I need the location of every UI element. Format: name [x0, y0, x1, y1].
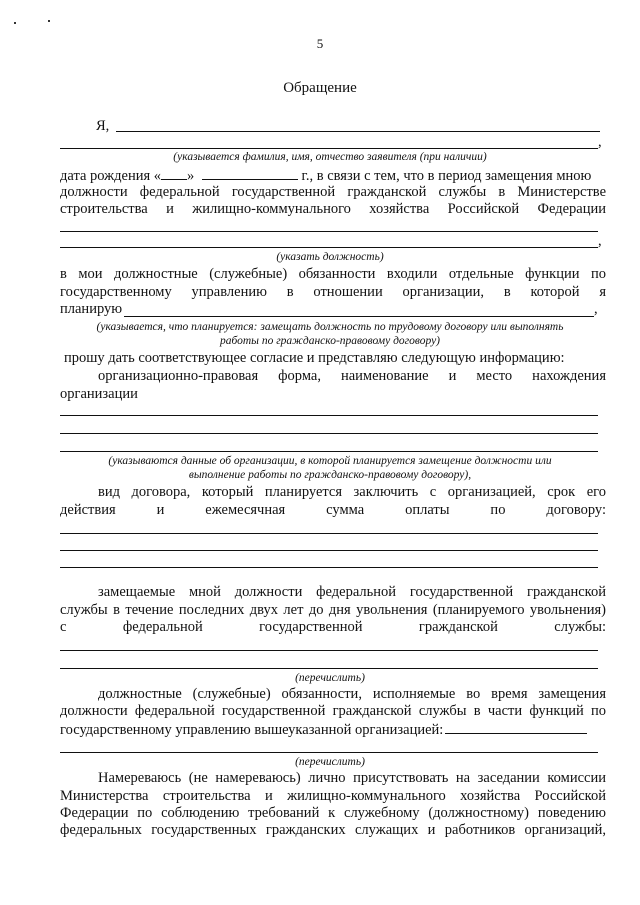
intro-lead: Я,	[96, 118, 110, 134]
attendance-line-2: Министерства строительства и жилищно-коммунального хозяйства Российской	[60, 788, 606, 804]
intro-line-2: должности федеральной государственной гражданской службы в Министерстве	[60, 184, 606, 200]
functions-line-1: в мои должностные (служебные) обязанности входили отдельные функции по	[60, 266, 606, 282]
org-field-3[interactable]	[60, 451, 598, 452]
positions-line-1: замещаемые мной должности федеральной государственной гражданской	[98, 584, 606, 600]
comma: ,	[594, 301, 598, 317]
comma: ,	[598, 233, 602, 249]
positions-field-2[interactable]	[60, 668, 598, 669]
contract-line-2: действия и ежемесячная сумма оплаты по договору:	[60, 502, 606, 518]
org-line-1: организационно-правовая форма, наименование и место нахождения	[98, 368, 606, 384]
name-line-2[interactable]	[60, 148, 598, 149]
position-line-2[interactable]	[60, 247, 598, 248]
contract-field-1[interactable]	[60, 533, 598, 534]
contract-field-3[interactable]	[60, 567, 598, 568]
functions-line-3: планирую	[60, 301, 123, 317]
org-line-2: организации	[60, 386, 138, 402]
contract-line-1: вид договора, который планируется заключить с организацией, срок его	[98, 484, 606, 500]
duties-caption: (перечислить)	[295, 756, 365, 768]
document-title: Обращение	[283, 80, 357, 96]
attendance-line-3: Федерации по соблюдению требований к служебному (должностному) поведению	[60, 805, 606, 821]
intro-line-3: строительства и жилищно-коммунального хозяйства Российской Федерации	[60, 201, 606, 217]
position-caption: (указать должность)	[276, 251, 384, 263]
comma: ,	[598, 134, 602, 150]
page-number: 5	[316, 36, 324, 51]
positions-field-1[interactable]	[60, 650, 598, 651]
duties-field[interactable]	[60, 752, 598, 753]
plan-line[interactable]	[124, 316, 594, 317]
birth-suffix: г., в связи с тем, что в период замещения мною	[301, 168, 592, 184]
duties-line-2: должности федеральной государственной гражданской службы в части функций по	[60, 703, 606, 719]
positions-caption: (перечислить)	[295, 672, 365, 684]
applicant-caption: (указывается фамилия, имя, отчество заявителя (при наличии)	[173, 151, 487, 163]
scan-artifact	[14, 22, 16, 24]
position-line[interactable]	[60, 231, 598, 232]
org-field-2[interactable]	[60, 433, 598, 434]
org-caption-1: (указываются данные об организации, в которой планируется замещение должности или	[108, 455, 552, 467]
org-caption-2: выполнение работы по гражданско-правовому договору),	[188, 469, 472, 481]
duties-line-3	[60, 720, 606, 739]
duties-line-1: должностные (служебные) обязанности, исполняемые во время замещения	[98, 686, 606, 702]
birth-date-line	[60, 166, 606, 185]
birth-mid: »	[187, 168, 195, 184]
duties-inline-field[interactable]	[445, 720, 587, 734]
scan-artifact	[48, 20, 50, 22]
positions-line-2: службы в течение последних двух лет до дня увольнения (планируемого увольнения)	[60, 602, 606, 618]
birth-prefix: дата рождения «	[60, 168, 162, 184]
duties-text-3: государственному управлению вышеуказанной организацией:	[60, 722, 444, 738]
functions-line-2: государственному управлению в отношении организации, в которой я	[60, 284, 606, 300]
attendance-line-4: федеральных государственных гражданских служащих и работников организаций,	[60, 822, 606, 838]
birth-day-field[interactable]	[161, 166, 187, 180]
request-line: прошу дать соответствующее согласие и представляю следующую информацию:	[64, 350, 565, 366]
positions-line-3: с федеральной государственной гражданской службы:	[60, 619, 606, 635]
contract-field-2[interactable]	[60, 550, 598, 551]
birth-month-field[interactable]	[202, 166, 298, 180]
functions-caption-2: работы по гражданско-правовому договору)	[219, 335, 441, 347]
attendance-line-1: Намереваюсь (не намереваюсь) лично присутствовать на заседании комиссии	[98, 770, 606, 786]
functions-caption-1: (указывается, что планируется: замещать должность по трудовому договору или выполнять	[96, 321, 564, 333]
org-field-1[interactable]	[60, 415, 598, 416]
name-line[interactable]	[116, 131, 600, 132]
